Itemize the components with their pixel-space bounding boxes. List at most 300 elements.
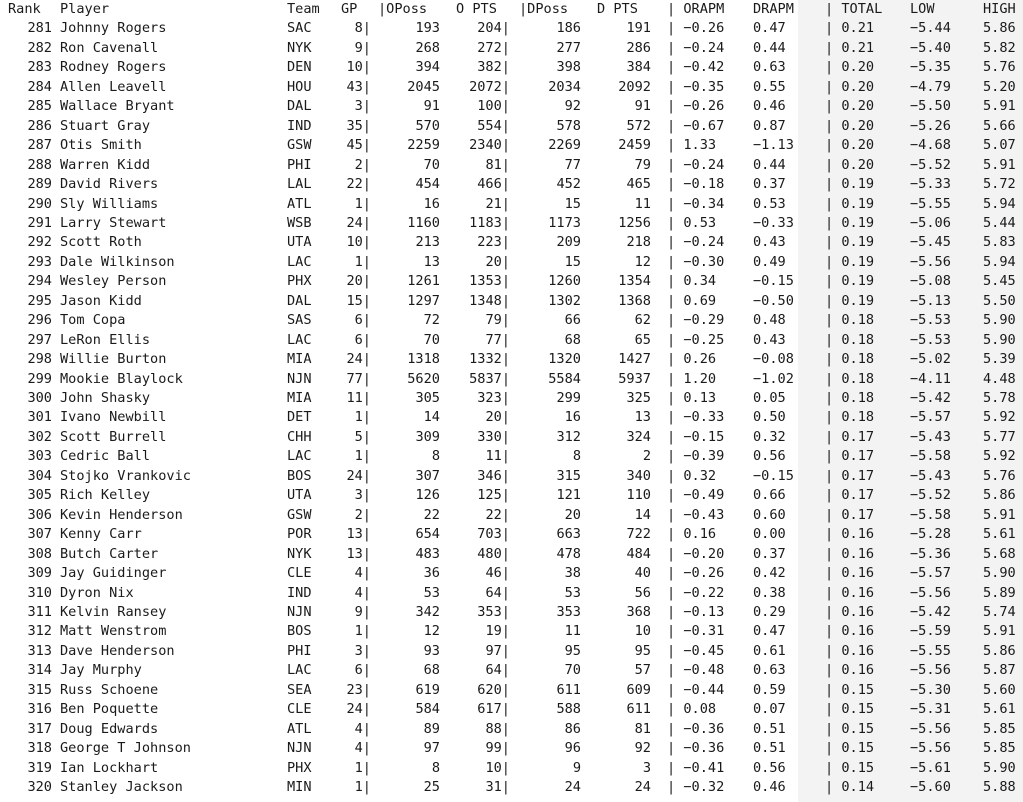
dpts-cell: 286 (626, 39, 651, 56)
opts-cell: 204| (477, 20, 510, 37)
oposs-cell: 89 (423, 720, 440, 737)
total-cell: | 0.17 (825, 428, 875, 445)
dposs-cell: 53 (564, 584, 581, 601)
oposs-cell: 70 (423, 156, 440, 173)
dpts-cell: 14 (634, 506, 651, 523)
player-cell: Matt Wenstrom (60, 623, 167, 640)
rank-cell: 312 (27, 623, 52, 640)
player-cell: Sly Williams (60, 195, 159, 212)
header-dposs: |DPoss (519, 1, 569, 17)
team-cell: PHX (287, 273, 312, 290)
table-row (0, 19, 1023, 38)
high-cell: 5.82 (983, 39, 1016, 56)
drapm-cell: 0.63 (753, 662, 786, 679)
player-cell: Tom Copa (60, 312, 126, 329)
header-player: Player (60, 1, 110, 17)
team-cell: POR (287, 526, 312, 543)
oposs-cell: 584 (415, 701, 440, 718)
gp-cell: 6| (354, 312, 371, 329)
high-cell: 5.44 (983, 214, 1016, 231)
total-cell: | 0.18 (825, 370, 875, 387)
opts-cell: 99| (485, 740, 510, 757)
drapm-cell: 0.43 (753, 234, 786, 251)
gp-cell: 35| (346, 117, 371, 134)
orapm-cell: | −0.31 (667, 623, 725, 640)
drapm-cell: 0.66 (753, 487, 786, 504)
dposs-cell: 70 (564, 662, 581, 679)
drapm-cell: −0.50 (753, 292, 794, 309)
dpts-cell: 465 (626, 176, 651, 193)
orapm-cell: | −0.26 (667, 565, 725, 582)
player-cell: Otis Smith (60, 137, 142, 154)
opts-cell: 5837| (469, 370, 510, 387)
oposs-cell: 2259 (407, 137, 440, 154)
gp-cell: 8| (354, 20, 371, 37)
orapm-cell: | −0.39 (667, 448, 725, 465)
oposs-cell: 91 (423, 98, 440, 115)
gp-cell: 24| (346, 351, 371, 368)
opts-cell: 31| (485, 779, 510, 795)
high-cell: 5.88 (983, 779, 1016, 795)
dposs-cell: 312 (556, 428, 581, 445)
dpts-cell: 24 (634, 779, 651, 795)
player-cell: Dyron Nix (60, 584, 134, 601)
dposs-cell: 95 (564, 642, 581, 659)
drapm-cell: 0.60 (753, 506, 786, 523)
low-cell: −5.31 (910, 701, 951, 718)
opts-cell: 223| (477, 234, 510, 251)
orapm-cell: | 0.32 (667, 467, 717, 484)
team-cell: LAC (287, 662, 312, 679)
high-cell: 5.20 (983, 78, 1016, 95)
dpts-cell: 10 (634, 623, 651, 640)
player-cell: Mookie Blaylock (60, 370, 183, 387)
table-row (0, 778, 1023, 797)
total-cell: | 0.19 (825, 253, 875, 270)
high-cell: 5.83 (983, 234, 1016, 251)
high-cell: 5.87 (983, 662, 1016, 679)
total-cell: | 0.20 (825, 78, 875, 95)
table-row (0, 117, 1023, 136)
player-cell: Allen Leavell (60, 78, 167, 95)
total-cell: | 0.20 (825, 137, 875, 154)
drapm-cell: 0.87 (753, 117, 786, 134)
drapm-cell: 0.00 (753, 526, 786, 543)
oposs-cell: 619 (415, 681, 440, 698)
gp-cell: 13| (346, 545, 371, 562)
drapm-cell: 0.44 (753, 156, 786, 173)
orapm-cell: | −0.15 (667, 428, 725, 445)
team-cell: UTA (287, 234, 312, 251)
dposs-cell: 478 (556, 545, 581, 562)
table-row (0, 720, 1023, 739)
orapm-cell: | −0.48 (667, 662, 725, 679)
rank-cell: 319 (27, 759, 52, 776)
orapm-cell: | −0.26 (667, 20, 725, 37)
player-cell: Rich Kelley (60, 487, 151, 504)
rank-cell: 310 (27, 584, 52, 601)
orapm-cell: | −0.67 (667, 117, 725, 134)
opts-cell: 11| (485, 448, 510, 465)
total-cell: | 0.19 (825, 176, 875, 193)
team-cell: MIA (287, 351, 312, 368)
dposs-cell: 186 (556, 20, 581, 37)
team-cell: DAL (287, 98, 312, 115)
table-row (0, 428, 1023, 447)
low-cell: −5.52 (910, 156, 951, 173)
player-cell: LeRon Ellis (60, 331, 151, 348)
dpts-cell: 11 (634, 195, 651, 212)
high-cell: 5.90 (983, 565, 1016, 582)
team-cell: LAC (287, 448, 312, 465)
dposs-cell: 86 (564, 720, 581, 737)
team-cell: LAC (287, 253, 312, 270)
oposs-cell: 570 (415, 117, 440, 134)
dpts-cell: 191 (626, 20, 651, 37)
total-cell: | 0.16 (825, 545, 875, 562)
team-cell: WSB (287, 214, 312, 231)
orapm-cell: | −0.45 (667, 642, 725, 659)
rank-cell: 286 (27, 117, 52, 134)
rank-cell: 290 (27, 195, 52, 212)
total-cell: | 0.19 (825, 195, 875, 212)
opts-cell: 19| (485, 623, 510, 640)
total-cell: | 0.16 (825, 662, 875, 679)
team-cell: MIN (287, 779, 312, 795)
gp-cell: 3| (354, 98, 371, 115)
player-cell: George T Johnson (60, 740, 191, 757)
rank-cell: 285 (27, 98, 52, 115)
dposs-cell: 578 (556, 117, 581, 134)
low-cell: −4.79 (910, 78, 951, 95)
player-cell: Ian Lockhart (60, 759, 159, 776)
total-cell: | 0.17 (825, 448, 875, 465)
total-cell: | 0.18 (825, 312, 875, 329)
dpts-cell: 13 (634, 409, 651, 426)
dposs-cell: 24 (564, 779, 581, 795)
table-row (0, 331, 1023, 350)
dpts-cell: 56 (634, 584, 651, 601)
rank-cell: 300 (27, 390, 52, 406)
drapm-cell: 0.46 (753, 779, 786, 795)
gp-cell: 4| (354, 584, 371, 601)
high-cell: 5.85 (983, 740, 1016, 757)
dpts-cell: 57 (634, 662, 651, 679)
total-cell: | 0.16 (825, 623, 875, 640)
table-row (0, 272, 1023, 291)
orapm-cell: | −0.33 (667, 409, 725, 426)
low-cell: −5.50 (910, 98, 951, 115)
team-cell: PHI (287, 156, 312, 173)
gp-cell: 2| (354, 506, 371, 523)
dposs-cell: 92 (564, 98, 581, 115)
opts-cell: 10| (485, 759, 510, 776)
orapm-cell: | −0.32 (667, 779, 725, 795)
dpts-cell: 62 (634, 312, 651, 329)
team-cell: BOS (287, 623, 312, 640)
team-cell: ATL (287, 720, 312, 737)
header-opts: O PTS (456, 1, 497, 17)
oposs-cell: 213 (415, 234, 440, 251)
opts-cell: 81| (485, 156, 510, 173)
total-cell: | 0.17 (825, 487, 875, 504)
orapm-cell: | 0.69 (667, 292, 717, 309)
dpts-cell: 91 (634, 98, 651, 115)
oposs-cell: 8 (431, 759, 440, 776)
gp-cell: 6| (354, 331, 371, 348)
player-cell: Cedric Ball (60, 448, 151, 465)
oposs-cell: 97 (423, 740, 440, 757)
table-row (0, 233, 1023, 252)
team-cell: PHI (287, 642, 312, 659)
opts-cell: 88| (485, 720, 510, 737)
opts-cell: 64| (485, 662, 510, 679)
rank-cell: 309 (27, 565, 52, 582)
team-cell: HOU (287, 78, 312, 95)
gp-cell: 1| (354, 759, 371, 776)
dposs-cell: 66 (564, 312, 581, 329)
high-cell: 5.60 (983, 681, 1016, 698)
team-cell: SAC (287, 20, 312, 37)
opts-cell: 20| (485, 253, 510, 270)
total-cell: | 0.21 (825, 20, 875, 37)
gp-cell: 1| (354, 409, 371, 426)
gp-cell: 15| (346, 292, 371, 309)
high-cell: 5.91 (983, 98, 1016, 115)
low-cell: −5.59 (910, 623, 951, 640)
total-cell: | 0.20 (825, 98, 875, 115)
drapm-cell: −0.08 (753, 351, 794, 368)
opts-cell: 2072| (469, 78, 510, 95)
opts-cell: 346| (477, 467, 510, 484)
dposs-cell: 121 (556, 487, 581, 504)
header-total: | TOTAL (825, 1, 883, 17)
low-cell: −5.56 (910, 740, 951, 757)
high-cell: 5.89 (983, 584, 1016, 601)
gp-cell: 3| (354, 487, 371, 504)
total-cell: | 0.18 (825, 409, 875, 426)
drapm-cell: 0.47 (753, 20, 786, 37)
orapm-cell: | −0.34 (667, 195, 725, 212)
rank-cell: 308 (27, 545, 52, 562)
low-cell: −5.42 (910, 603, 951, 620)
opts-cell: 554| (477, 117, 510, 134)
low-cell: −5.56 (910, 253, 951, 270)
gp-cell: 1| (354, 779, 371, 795)
total-cell: | 0.15 (825, 701, 875, 718)
opts-cell: 20| (485, 409, 510, 426)
team-cell: NJN (287, 603, 312, 620)
gp-cell: 4| (354, 720, 371, 737)
dposs-cell: 277 (556, 39, 581, 56)
oposs-cell: 93 (423, 642, 440, 659)
total-cell: | 0.20 (825, 117, 875, 134)
oposs-cell: 305 (415, 390, 440, 406)
rank-cell: 305 (27, 487, 52, 504)
table-row (0, 681, 1023, 700)
high-cell: 5.39 (983, 351, 1016, 368)
dpts-cell: 324 (626, 428, 651, 445)
orapm-cell: | −0.29 (667, 312, 725, 329)
drapm-cell: 0.61 (753, 642, 786, 659)
low-cell: −5.08 (910, 273, 951, 290)
dposs-cell: 16 (564, 409, 581, 426)
rank-cell: 315 (27, 681, 52, 698)
drapm-cell: 0.55 (753, 78, 786, 95)
drapm-cell: 0.51 (753, 720, 786, 737)
team-cell: DAL (287, 292, 312, 309)
dposs-cell: 452 (556, 176, 581, 193)
opts-cell: 382| (477, 59, 510, 76)
team-cell: IND (287, 584, 312, 601)
opts-cell: 620| (477, 681, 510, 698)
player-cell: Butch Carter (60, 545, 159, 562)
rank-cell: 288 (27, 156, 52, 173)
opts-cell: 330| (477, 428, 510, 445)
team-cell: CLE (287, 701, 312, 718)
orapm-cell: | −0.36 (667, 740, 725, 757)
high-cell: 5.86 (983, 487, 1016, 504)
low-cell: −5.58 (910, 448, 951, 465)
total-cell: | 0.14 (825, 779, 875, 795)
orapm-cell: | −0.13 (667, 603, 725, 620)
dpts-cell: 1256 (618, 214, 651, 231)
opts-cell: 1353| (469, 273, 510, 290)
player-cell: David Rivers (60, 176, 159, 193)
table-row (0, 525, 1023, 544)
orapm-cell: | 0.08 (667, 701, 717, 718)
team-cell: NJN (287, 370, 312, 387)
player-cell: Kevin Henderson (60, 506, 183, 523)
dposs-cell: 398 (556, 59, 581, 76)
high-cell: 5.90 (983, 312, 1016, 329)
opts-cell: 77| (485, 331, 510, 348)
total-cell: | 0.18 (825, 390, 875, 406)
table-row (0, 584, 1023, 603)
low-cell: −5.53 (910, 331, 951, 348)
high-cell: 5.86 (983, 642, 1016, 659)
player-cell: Russ Schoene (60, 681, 159, 698)
low-cell: −5.36 (910, 545, 951, 562)
player-cell: Stanley Jackson (60, 779, 183, 795)
team-cell: DEN (287, 59, 312, 76)
opts-cell: 46| (485, 565, 510, 582)
drapm-cell: 0.07 (753, 701, 786, 718)
rank-cell: 301 (27, 409, 52, 426)
dpts-cell: 484 (626, 545, 651, 562)
oposs-cell: 25 (423, 779, 440, 795)
dpts-cell: 572 (626, 117, 651, 134)
table-row (0, 603, 1023, 622)
total-cell: | 0.21 (825, 39, 875, 56)
total-cell: | 0.16 (825, 642, 875, 659)
dposs-cell: 11 (564, 623, 581, 640)
table-row (0, 661, 1023, 680)
player-cell: Ron Cavenall (60, 39, 159, 56)
dposs-cell: 68 (564, 331, 581, 348)
dpts-cell: 2459 (618, 137, 651, 154)
player-cell: Jason Kidd (60, 292, 142, 309)
low-cell: −5.57 (910, 565, 951, 582)
dposs-cell: 209 (556, 234, 581, 251)
table-row (0, 214, 1023, 233)
orapm-cell: | 1.20 (667, 370, 717, 387)
table-row (0, 97, 1023, 116)
table-row (0, 642, 1023, 661)
gp-cell: 1| (354, 195, 371, 212)
high-cell: 5.68 (983, 545, 1016, 562)
header-orapm: | ORAPM (667, 1, 725, 17)
dposs-cell: 1320 (548, 351, 581, 368)
table-header (0, 0, 1023, 19)
table-row (0, 39, 1023, 58)
dpts-cell: 3 (642, 759, 651, 776)
rank-cell: 283 (27, 59, 52, 76)
oposs-cell: 14 (423, 409, 440, 426)
opts-cell: 480| (477, 545, 510, 562)
rank-cell: 296 (27, 312, 52, 329)
player-cell: Scott Roth (60, 234, 142, 251)
team-cell: LAC (287, 331, 312, 348)
high-cell: 5.76 (983, 59, 1016, 76)
oposs-cell: 1261 (407, 273, 440, 290)
high-cell: 5.76 (983, 467, 1016, 484)
header-oposs: |OPoss (378, 1, 428, 17)
opts-cell: 466| (477, 176, 510, 193)
opts-cell: 272| (477, 39, 510, 56)
rank-cell: 299 (27, 370, 52, 387)
team-cell: LAL (287, 176, 312, 193)
gp-cell: 1| (354, 623, 371, 640)
gp-cell: 3| (354, 642, 371, 659)
opts-cell: 79| (485, 312, 510, 329)
orapm-cell: | −0.41 (667, 759, 725, 776)
total-cell: | 0.20 (825, 156, 875, 173)
rank-cell: 282 (27, 39, 52, 56)
oposs-cell: 1297 (407, 292, 440, 309)
high-cell: 5.90 (983, 759, 1016, 776)
dposs-cell: 1302 (548, 292, 581, 309)
table-row (0, 622, 1023, 641)
opts-cell: 703| (477, 526, 510, 543)
team-cell: CLE (287, 565, 312, 582)
gp-cell: 10| (346, 59, 371, 76)
header-team: Team (287, 1, 320, 17)
dposs-cell: 2034 (548, 78, 581, 95)
dpts-cell: 722 (626, 526, 651, 543)
player-cell: Jay Guidinger (60, 565, 167, 582)
high-cell: 5.66 (983, 117, 1016, 134)
drapm-cell: 0.42 (753, 565, 786, 582)
team-cell: DET (287, 409, 312, 426)
gp-cell: 23| (346, 681, 371, 698)
low-cell: −5.56 (910, 584, 951, 601)
oposs-cell: 16 (423, 195, 440, 212)
oposs-cell: 72 (423, 312, 440, 329)
header-high: HIGH (983, 1, 1016, 17)
total-cell: | 0.17 (825, 467, 875, 484)
table-row (0, 350, 1023, 369)
high-cell: 5.91 (983, 506, 1016, 523)
player-cell: Rodney Rogers (60, 59, 167, 76)
dposs-cell: 315 (556, 467, 581, 484)
team-cell: NJN (287, 740, 312, 757)
drapm-cell: 0.56 (753, 759, 786, 776)
low-cell: −5.53 (910, 312, 951, 329)
drapm-cell: 0.63 (753, 59, 786, 76)
oposs-cell: 2045 (407, 78, 440, 95)
low-cell: −5.43 (910, 428, 951, 445)
